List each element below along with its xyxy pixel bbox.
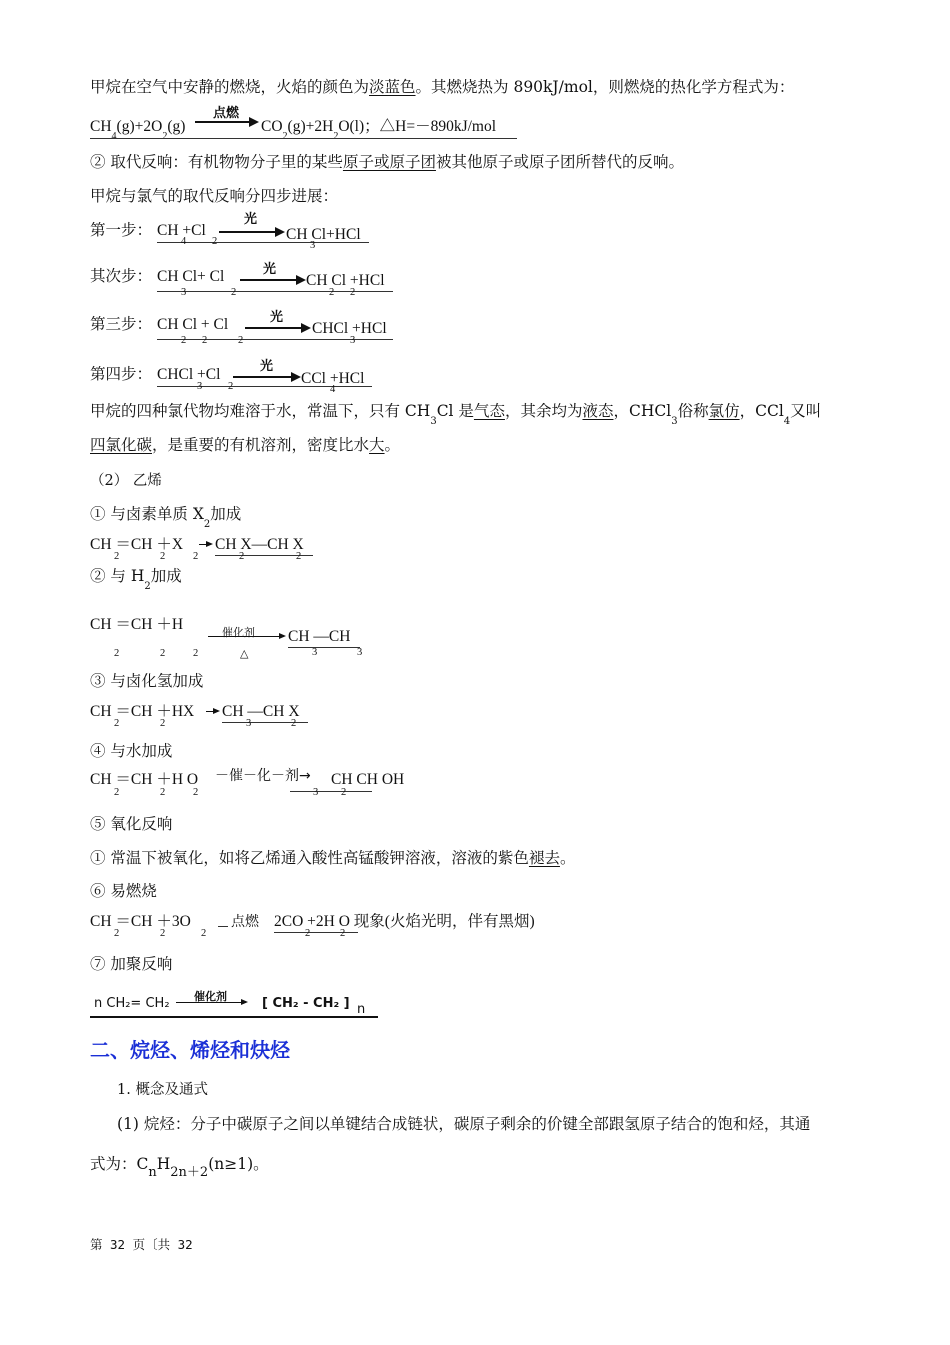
text: H [156, 1155, 171, 1173]
r6-equation-right [274, 912, 535, 932]
r4-condition: －催－化－剂→ [215, 768, 311, 784]
subscript: 2 [340, 928, 346, 939]
subscript: 2 [341, 787, 347, 798]
step-2-left: CH Cl+ Cl [157, 268, 225, 285]
r4-equation-right: CH CH OH [331, 771, 405, 788]
text-underlined: 大 [369, 436, 385, 454]
reaction-arrow [206, 711, 218, 712]
subscript: 2 [296, 551, 302, 562]
step-4-right: CCl +HCl [301, 370, 365, 387]
formula: CH [90, 118, 112, 135]
step-1-left: CH +Cl [157, 222, 206, 239]
page-footer: 第 32 页〔共 32 [90, 1237, 193, 1252]
r2-title [90, 566, 182, 592]
text: ，是重要的有机溶剂，密度比水 [152, 436, 370, 454]
r1-equation-left: CH ＝CH ＋X [90, 536, 184, 553]
step-1-label: 第一步： [90, 221, 153, 239]
r3-title: ③ 与卤化氢加成 [90, 672, 204, 690]
text: ，其余均为 [504, 402, 583, 420]
subscript: 3 [350, 335, 356, 346]
underline-rule [90, 1016, 378, 1018]
subscript: 2 [114, 787, 120, 798]
subscript: 2 [201, 928, 207, 939]
reaction-arrow [219, 231, 283, 233]
reaction-arrow [208, 636, 284, 637]
text-underlined: 褪去 [528, 849, 560, 867]
reaction-arrow [240, 279, 304, 281]
subscript: 2 [160, 648, 166, 659]
condition-light: 光 [270, 310, 284, 325]
section-heading: 二、烷烃、烯烃和炔烃 [90, 1038, 290, 1062]
reaction-arrow [195, 121, 257, 123]
subscript: 2 [114, 551, 120, 562]
condition-catalyst: 催化剂 [194, 990, 227, 1003]
subscript: 2 [202, 335, 208, 346]
text: 被其他原子或原子团所替代的反响。 [435, 153, 684, 171]
r2-equation-left: CH ＝CH ＋H [90, 616, 184, 633]
step-1-right: CH Cl+HCl [286, 226, 361, 243]
text: 又叫 [790, 402, 822, 420]
observation: 现象(火焰光明，伴有黑烟) [349, 913, 535, 930]
subscript: 4 [783, 416, 791, 427]
text: 俗称 [677, 402, 709, 420]
condition-light: 光 [260, 359, 274, 374]
condition-ignite: 点燃 [213, 106, 240, 121]
r6-title: ⑥ 易燃烧 [90, 882, 157, 900]
combustion-equation-left [90, 117, 186, 142]
formula: (g) [167, 118, 186, 135]
formula: O(l)；△H=－890kJ/mol [338, 118, 497, 135]
subscript: 3 [312, 647, 318, 658]
subscript: 2 [144, 581, 151, 592]
flame-color: 淡蓝色 [369, 78, 416, 96]
text: ，CCl [739, 402, 784, 420]
condition-ignite: 点燃 [231, 914, 259, 930]
subscript: 2 [160, 551, 166, 562]
ethylene-title: （2） 乙烯 [90, 473, 162, 489]
r3-equation-right: CH —CH X [222, 703, 300, 720]
reaction-arrow [245, 327, 309, 329]
subscript: 3 [430, 416, 437, 427]
text: 。 [559, 849, 576, 867]
subscript: 2 [114, 928, 120, 939]
subscript: 3 [197, 381, 203, 392]
condition-heat: △ [240, 647, 249, 660]
item-1: 1. 概念及通式 [117, 1082, 208, 1098]
subscript: 4 [330, 384, 336, 395]
text: (n≥1)。 [208, 1155, 269, 1173]
r7-title: ⑦ 加聚反响 [90, 955, 173, 973]
r7-equation-left: n CH₂= CH₂ [94, 996, 170, 1011]
step-4-label: 第四步： [90, 365, 153, 383]
subscript: 2 [160, 787, 166, 798]
subscript: 2 [114, 718, 120, 729]
subscript: 2 [160, 718, 166, 729]
text: 加成 [210, 505, 242, 523]
subscript: 2 [160, 928, 166, 939]
subscript: 2 [282, 131, 288, 142]
r3-equation-left: CH ＝CH ＋HX [90, 703, 195, 720]
text-underlined: 气态 [473, 402, 505, 420]
step-3-right: CHCl +HCl [312, 320, 387, 337]
underline-rule [157, 242, 369, 243]
r4-equation-left: CH ＝CH ＋H O [90, 771, 199, 788]
text-underlined: 液态 [582, 402, 614, 420]
r1-equation-right: CH X—CH X [215, 536, 304, 553]
underline-rule [288, 647, 360, 648]
subscript: 2 [228, 381, 234, 392]
reaction-arrow [176, 1002, 246, 1003]
underline-rule [157, 339, 393, 340]
r4-title: ④ 与水加成 [90, 742, 173, 760]
underline-rule [290, 791, 372, 792]
formula: (g)+2O [116, 118, 163, 135]
subscript: 4 [111, 131, 117, 142]
subscript: 2 [193, 648, 199, 659]
subscript: 3 [310, 240, 316, 251]
text: 。 [384, 436, 401, 454]
text: Cl 是 [436, 402, 474, 420]
underline-rule [157, 386, 372, 387]
subscript: 2 [350, 287, 356, 298]
subscript: 2 [114, 648, 120, 659]
subscript: 3 [313, 787, 319, 798]
subscript: 2 [193, 787, 199, 798]
formula: 2CO +2H O [274, 913, 350, 930]
underline-rule [274, 932, 358, 933]
subscript: 2 [181, 335, 187, 346]
subscript: 2 [193, 551, 199, 562]
substitution-definition [90, 152, 684, 172]
text: 甲烷在空气中安静的燃烧，火焰的颜色为 [90, 78, 370, 96]
condition-light: 光 [263, 262, 277, 277]
text: 式为：C [90, 1155, 149, 1173]
alkane-definition: (1) 烷烃：分子中碳原子之间以单键结合成链状，碳原子剩余的价键全部跟氢原子结合的饱和烃，其通 [117, 1115, 811, 1133]
subscript: 4 [181, 236, 187, 247]
subscript: 2 [162, 131, 168, 142]
subscript: 2 [333, 131, 339, 142]
subscript: 2n＋2 [170, 1165, 209, 1180]
r2-equation-right: CH —CH [288, 628, 351, 645]
text: ② 取代反响：有机物物分子里的某些 [90, 153, 343, 171]
subscript: 2 [305, 928, 311, 939]
text: ，CHCl [613, 402, 672, 420]
text-underlined: 原子或原子团 [342, 153, 436, 171]
subscript: 3 [671, 416, 678, 427]
dash [218, 926, 228, 927]
subscript: 3 [357, 647, 363, 658]
text: 甲烷的四种氯代物均难溶于水，常温下，只有 CH [90, 402, 431, 420]
step-2-right: CH Cl +HCl [306, 272, 385, 289]
r6-equation-left: CH ＝CH ＋3O [90, 913, 191, 930]
underline-rule [157, 291, 393, 292]
r7-subscript-n: n [357, 1002, 366, 1017]
underline-rule [90, 138, 517, 139]
alkane-formula-line [90, 1154, 269, 1180]
r1-title [90, 504, 242, 530]
subscript: 3 [246, 718, 252, 729]
subscript: 2 [238, 335, 244, 346]
condition-light: 光 [244, 212, 258, 227]
combustion-text [90, 77, 794, 97]
chloride-summary [90, 401, 822, 427]
text-underlined: 四氯化碳 [90, 436, 153, 454]
r5-title: ⑤ 氧化反响 [90, 815, 173, 833]
step-4-left: CHCl +Cl [157, 366, 221, 383]
step-3-label: 第三步： [90, 315, 153, 333]
formula: CO [261, 118, 283, 135]
subscript: 2 [231, 287, 237, 298]
substitution-intro: 甲烷与氯气的取代反响分四步进展： [90, 187, 339, 205]
text: ① 常温下被氧化，如将乙烯通入酸性高锰酸钾溶液，溶液的紫色 [90, 849, 529, 867]
condition-catalyst: 催化剂 [222, 626, 255, 639]
r7-equation-right: [ CH₂ - CH₂ ] [262, 996, 350, 1011]
reaction-arrow [199, 544, 211, 545]
subscript: 2 [291, 718, 297, 729]
subscript: 2 [212, 236, 218, 247]
text: 加成 [150, 567, 182, 585]
r5-text [90, 848, 575, 868]
step-2-label: 其次步： [90, 267, 153, 285]
subscript: 3 [181, 287, 187, 298]
chloride-summary-2 [90, 435, 400, 455]
subscript: 2 [329, 287, 335, 298]
text: ① 与卤素单质 X [90, 505, 204, 523]
formula: (g)+2H [287, 118, 334, 135]
text: ② 与 H [90, 567, 145, 585]
text-underlined: 氯仿 [708, 402, 740, 420]
subscript: 2 [239, 551, 245, 562]
reaction-arrow [233, 376, 299, 378]
subscript: 2 [203, 519, 211, 530]
text: 。其燃烧热为 890kJ/mol，则燃烧的热化学方程式为： [415, 78, 795, 96]
combustion-equation-right [261, 117, 497, 142]
step-3-left: CH Cl + Cl [157, 316, 229, 333]
subscript: n [148, 1165, 157, 1180]
